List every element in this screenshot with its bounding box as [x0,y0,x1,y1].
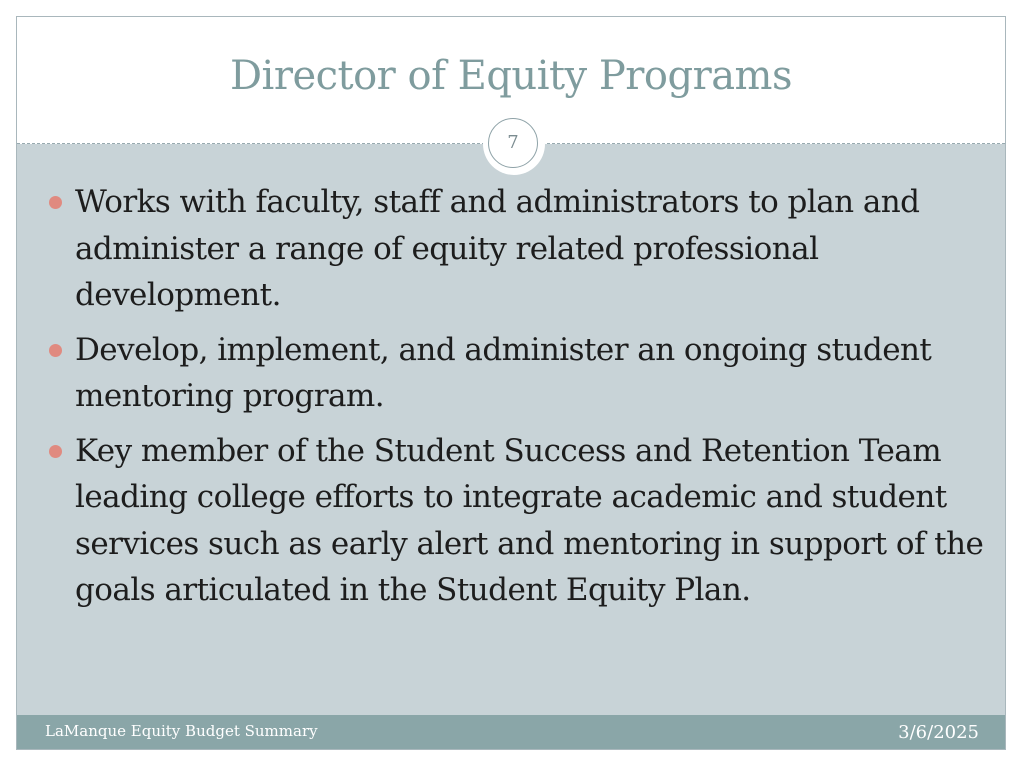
bullet-list [45,179,995,622]
bullet-dot-icon [49,445,62,458]
footer-title: LaManque Equity Budget Summary [45,722,318,740]
bullet-text: Key member of the Student Success and Retention Team leading college efforts to integrate academic and student services such as early alert and mentoring in support of the goals articulated in the Student Equity Plan. [75,432,984,608]
bullet-text: Works with faculty, staff and administrators to plan and administer a range of equity related professional development. [75,184,920,313]
bullet-item [45,428,995,614]
bullet-dot-icon [49,344,62,357]
bullet-item [45,179,995,319]
bullet-item [45,327,995,420]
page-number-badge [483,113,545,175]
bullet-dot-icon [49,196,62,209]
footer-bar [17,715,1005,749]
slide [16,16,1006,750]
page-number: 7 [488,118,538,168]
slide-title: Director of Equity Programs [229,53,793,99]
footer-date: 3/6/2025 [898,722,979,743]
bullet-text: Develop, implement, and administer an ongoing student mentoring program. [75,331,932,414]
